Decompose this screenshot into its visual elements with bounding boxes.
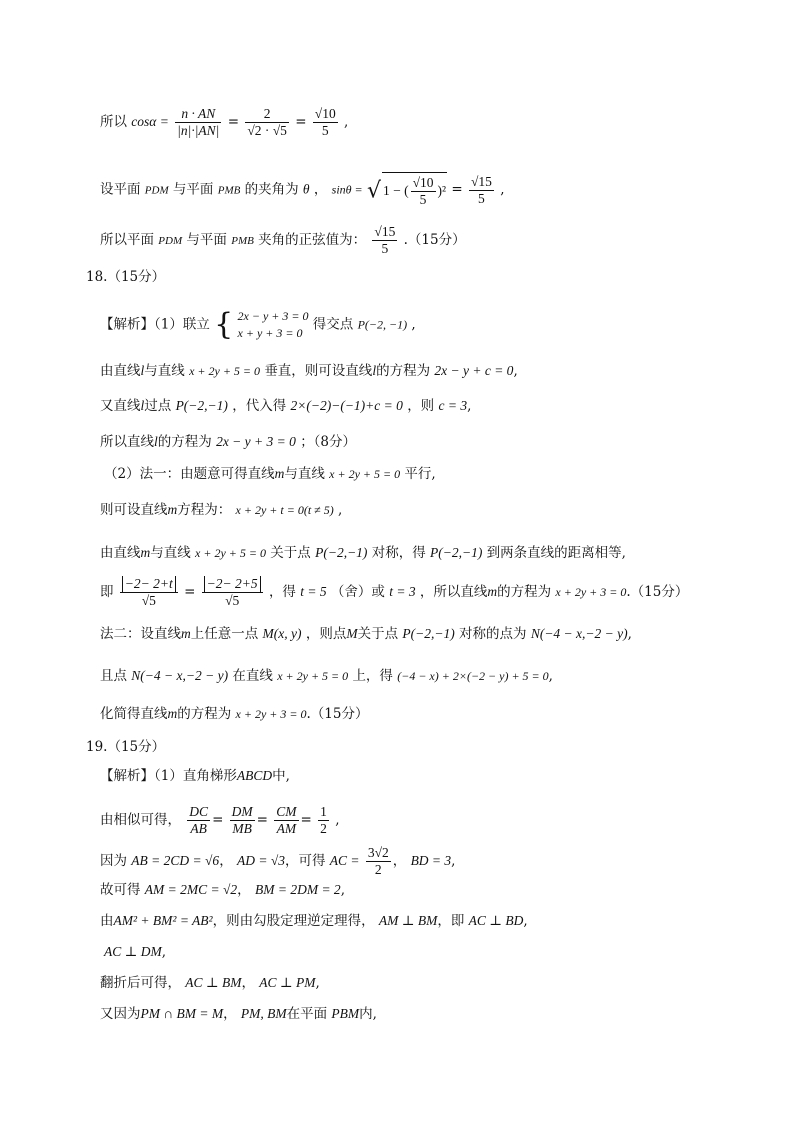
text: ，则点 xyxy=(305,626,347,642)
text: 得交点 xyxy=(312,316,354,333)
text: 在平面 xyxy=(286,1006,328,1022)
solution-18-line-3 xyxy=(100,397,471,415)
fraction-numerator: n · AN xyxy=(175,106,221,123)
fraction xyxy=(318,804,329,837)
equals: = xyxy=(300,812,312,828)
solution-18-line-11 xyxy=(100,705,368,723)
text: 又因为 xyxy=(100,1006,141,1022)
math: BD = 3 xyxy=(410,853,452,868)
fraction-numerator: CM xyxy=(276,804,297,819)
text: ， xyxy=(241,975,255,991)
equation-system xyxy=(238,308,309,342)
text: 上任意一点 xyxy=(190,626,259,642)
text: 故可得 xyxy=(100,882,141,898)
math: m xyxy=(487,584,498,599)
text: ，则由勾股定理逆定理得， xyxy=(212,913,375,929)
solution-18-line-10 xyxy=(100,667,553,685)
fraction-denominator: 5 xyxy=(321,123,329,138)
text: , xyxy=(513,363,518,379)
text: 的方程为 xyxy=(497,584,552,600)
text: 的方程为 xyxy=(376,363,431,379)
solution-18-line-8 xyxy=(100,576,688,609)
text: 中, xyxy=(272,768,290,784)
text: 平行, xyxy=(404,466,436,482)
math: l xyxy=(140,363,145,378)
text: 又直线 xyxy=(100,398,141,414)
text: 化简得直线 xyxy=(100,706,168,722)
text: ，得 xyxy=(268,584,296,600)
cos-alpha-line xyxy=(100,106,348,139)
text: 夹角的正弦值为： xyxy=(258,232,367,248)
text: 由 xyxy=(100,913,114,929)
text: , xyxy=(161,944,166,960)
math: PM ∩ BM = M xyxy=(140,1006,224,1021)
math: AM² + BM² = AB² xyxy=(113,913,213,928)
solution-19-line-3 xyxy=(100,845,455,878)
question-18-heading: 18.（15分） xyxy=(86,269,166,285)
text: 与平面 xyxy=(186,232,227,248)
fraction-denominator: AB xyxy=(190,821,207,836)
text: , xyxy=(344,114,349,130)
math: x + 2y + 3 = 0 xyxy=(235,707,307,721)
math: l xyxy=(140,398,145,413)
text: 关于点 xyxy=(270,545,311,561)
math: P(−2,−1) xyxy=(175,398,228,413)
text: ，可得 xyxy=(285,853,326,869)
equation: x + y + 3 = 0 xyxy=(237,326,303,340)
fraction xyxy=(187,804,210,837)
math: 2×(−2)−(−1)+c = 0 xyxy=(290,398,403,413)
text: , xyxy=(548,668,553,684)
text: 在直线 xyxy=(232,668,273,684)
brace-icon: { xyxy=(214,307,234,342)
solution-19-line-8 xyxy=(100,1005,377,1023)
math: m xyxy=(274,466,285,481)
math: AB = 2CD = √6 xyxy=(131,853,220,868)
math: x + 2y + 5 = 0 xyxy=(277,669,349,683)
fraction-denominator: AM xyxy=(276,821,297,836)
fraction-numerator xyxy=(202,576,263,593)
fraction xyxy=(120,576,178,609)
text: , xyxy=(523,913,528,929)
math: 2x − y + c = 0 xyxy=(434,363,514,378)
fraction-denominator: √5 xyxy=(141,593,156,608)
text: 所以直线 xyxy=(100,434,154,450)
math: ABCD xyxy=(236,768,273,783)
text: ， xyxy=(219,853,233,869)
math: AC ⊥ BD xyxy=(468,913,524,928)
text: 的夹角为 xyxy=(244,181,299,198)
text: ，即 xyxy=(437,913,465,929)
fraction-denominator: 5 xyxy=(381,241,389,256)
fraction-numerator: 1 xyxy=(320,804,327,819)
fraction xyxy=(372,224,397,257)
math: θ xyxy=(302,181,310,197)
math: PMB xyxy=(231,235,254,247)
fraction-denominator: √2 · √5 xyxy=(247,123,287,138)
math: sinθ = xyxy=(331,182,363,197)
text: 法二：设直线 xyxy=(100,626,181,642)
text: 的方程为 xyxy=(177,706,232,722)
text: .（15分） xyxy=(403,232,466,248)
math: t = 3 xyxy=(389,584,416,599)
solution-19-line-4 xyxy=(100,881,345,899)
text: 由直线 xyxy=(100,545,141,561)
math: N(−4 − x,−2 − y) xyxy=(530,626,628,641)
text: ；（8分） xyxy=(300,434,357,450)
text: , xyxy=(315,975,320,991)
text: ， xyxy=(223,1006,237,1022)
solution-19-line-6 xyxy=(104,943,166,961)
solution-19-line-5 xyxy=(100,912,528,930)
math: AC = xyxy=(329,853,360,868)
math: P(−2,−1) xyxy=(402,626,455,641)
text: , xyxy=(338,502,343,518)
fraction-numerator: 3√2 xyxy=(367,845,389,860)
fraction xyxy=(469,174,494,207)
square-root xyxy=(367,172,447,208)
text: 翻折后可得， xyxy=(100,975,181,991)
fraction-numerator: 2 xyxy=(245,106,289,123)
math: 1 − ( xyxy=(382,183,409,198)
solution-19-line-7 xyxy=(100,974,320,992)
text: 且点 xyxy=(100,668,127,684)
math: t = 5 xyxy=(300,584,327,599)
math: PBM xyxy=(331,1006,360,1021)
fraction-numerator: √15 xyxy=(470,173,492,189)
math: N(−4 − x,−2 − y) xyxy=(131,668,229,683)
text: , xyxy=(340,882,345,898)
text: 上，得 xyxy=(352,668,393,684)
math: M(x, y) xyxy=(262,626,302,641)
math: AC ⊥ PM xyxy=(259,975,316,990)
math: PM, BM xyxy=(240,1006,287,1021)
text: ， xyxy=(313,181,328,198)
text: 所以 xyxy=(100,114,127,130)
fraction xyxy=(411,175,436,208)
math: PMB xyxy=(217,184,241,197)
text: 则可设直线 xyxy=(100,502,168,518)
text: ，所以直线 xyxy=(419,584,488,600)
fraction-denominator: |n|·|AN| xyxy=(177,123,220,138)
solution-18-line-7 xyxy=(100,544,626,562)
text: 由直线 xyxy=(100,363,141,379)
text: 即 xyxy=(100,584,114,600)
math: x + 2y + 5 = 0 xyxy=(329,467,401,481)
math: x + 2y + 5 = 0 xyxy=(195,546,266,560)
solution-18-line-1 xyxy=(100,308,416,342)
fraction-denominator: √5 xyxy=(225,593,240,608)
fraction-denominator: 2 xyxy=(320,821,327,836)
math: P(−2,−1) xyxy=(430,545,483,560)
text: 内, xyxy=(359,1006,377,1022)
fraction-numerator: √10 xyxy=(314,106,336,121)
fraction xyxy=(230,804,255,837)
text: 与平面 xyxy=(172,181,214,198)
math: )² xyxy=(437,183,447,198)
text: 垂直，则可设直线 xyxy=(264,363,373,379)
math: AM ⊥ BM xyxy=(378,913,438,928)
text: 设平面 xyxy=(100,181,141,198)
text: , xyxy=(627,626,632,642)
text: ， xyxy=(237,882,251,898)
math: P(−2, −1) xyxy=(357,317,408,332)
fraction xyxy=(274,804,298,837)
equals: = xyxy=(295,114,307,130)
text: 与直线 xyxy=(144,363,185,379)
math: m xyxy=(181,626,191,641)
text: 与直线 xyxy=(150,545,191,561)
text: 对称的点为 xyxy=(459,626,527,642)
math: AC ⊥ DM xyxy=(104,944,162,959)
text: 由相似可得， xyxy=(100,812,181,828)
text: 关于点 xyxy=(357,626,399,642)
math: l xyxy=(154,434,158,449)
text: （舍）或 xyxy=(330,584,385,600)
math: l xyxy=(372,363,377,378)
fraction xyxy=(202,576,263,609)
equals: = xyxy=(212,812,224,828)
text: 的方程为 xyxy=(157,434,212,450)
fraction-denominator: 2 xyxy=(374,862,382,877)
fraction xyxy=(313,106,338,139)
text: ，代入得 xyxy=(232,398,287,414)
text: , xyxy=(467,398,472,414)
math: m xyxy=(140,545,151,560)
math: AD = √3 xyxy=(236,853,285,868)
fraction-denominator: MB xyxy=(232,821,252,836)
fraction-denominator: 5 xyxy=(419,192,427,207)
text: , xyxy=(500,181,505,198)
solution-19-line-2 xyxy=(100,804,339,837)
radicand xyxy=(382,172,447,208)
math: 2x − y + 3 = 0 xyxy=(216,434,296,449)
solution-18-line-9 xyxy=(100,625,632,643)
math: AC ⊥ BM xyxy=(185,975,242,990)
equation: 2x − y + 3 = 0 xyxy=(237,309,309,323)
text: （2）法一：由题意可得直线 xyxy=(104,466,275,482)
math: P(−2,−1) xyxy=(315,545,368,560)
fraction-denominator: 5 xyxy=(478,190,485,206)
math: PDM xyxy=(144,184,169,197)
fraction xyxy=(175,106,221,139)
math: AM = 2MC = √2 xyxy=(144,882,238,897)
math: x + 2y + 5 = 0 xyxy=(189,364,261,378)
text: 对称，得 xyxy=(371,545,426,561)
solution-19-line-1 xyxy=(100,767,290,785)
solution-18-line-6 xyxy=(100,501,342,519)
absolute-value: −2− 2+5 xyxy=(204,576,261,592)
text: , xyxy=(451,853,456,869)
text: 【解析】（1）联立 xyxy=(100,316,210,333)
radical-sign: √ xyxy=(366,178,381,204)
math: M xyxy=(346,626,358,641)
math: PDM xyxy=(158,235,183,247)
question-19-heading: 19.（15分） xyxy=(86,739,166,755)
fraction-numerator xyxy=(120,576,178,593)
math: x + 2y + 3 = 0 xyxy=(555,585,627,599)
fraction xyxy=(366,845,391,878)
text: 与直线 xyxy=(284,466,325,482)
math: BM = 2DM = 2 xyxy=(254,882,341,897)
fraction-numerator: √10 xyxy=(412,175,434,190)
text: ， xyxy=(392,853,407,869)
sin-theta-line xyxy=(100,172,504,208)
math: cosα = xyxy=(131,114,169,129)
text: 到两条直线的距离相等, xyxy=(486,545,626,561)
text: ，则 xyxy=(407,398,435,414)
absolute-value: −2− 2+t xyxy=(122,576,176,592)
text: .（15分） xyxy=(626,584,689,600)
text: 因为 xyxy=(100,853,127,869)
math: (−4 − x) + 2×(−2 − y) + 5 = 0 xyxy=(397,669,549,683)
equals: = xyxy=(256,812,268,828)
solution-18-line-2 xyxy=(100,362,518,380)
math: c = 3 xyxy=(438,398,468,413)
text: 所以平面 xyxy=(100,232,154,248)
fraction-numerator: √15 xyxy=(374,224,396,239)
text: 过点 xyxy=(144,398,172,414)
equals: = xyxy=(227,114,240,130)
sine-result-line xyxy=(100,224,466,257)
math: m xyxy=(167,706,178,721)
text: , xyxy=(411,316,416,333)
solution-18-line-5 xyxy=(104,465,436,483)
fraction-numerator: DM xyxy=(231,804,253,819)
text: , xyxy=(335,812,340,828)
equals: = xyxy=(451,181,463,198)
text: .（15分） xyxy=(306,706,369,722)
equals: = xyxy=(184,584,196,600)
math: m xyxy=(167,502,178,517)
text: 方程为： xyxy=(177,502,232,518)
fraction-numerator: DC xyxy=(189,804,209,819)
text: 【解析】（1）直角梯形 xyxy=(100,768,237,784)
solution-18-line-4 xyxy=(100,433,356,451)
math: x + 2y + t = 0(t ≠ 5) xyxy=(235,503,334,517)
fraction xyxy=(245,106,289,139)
